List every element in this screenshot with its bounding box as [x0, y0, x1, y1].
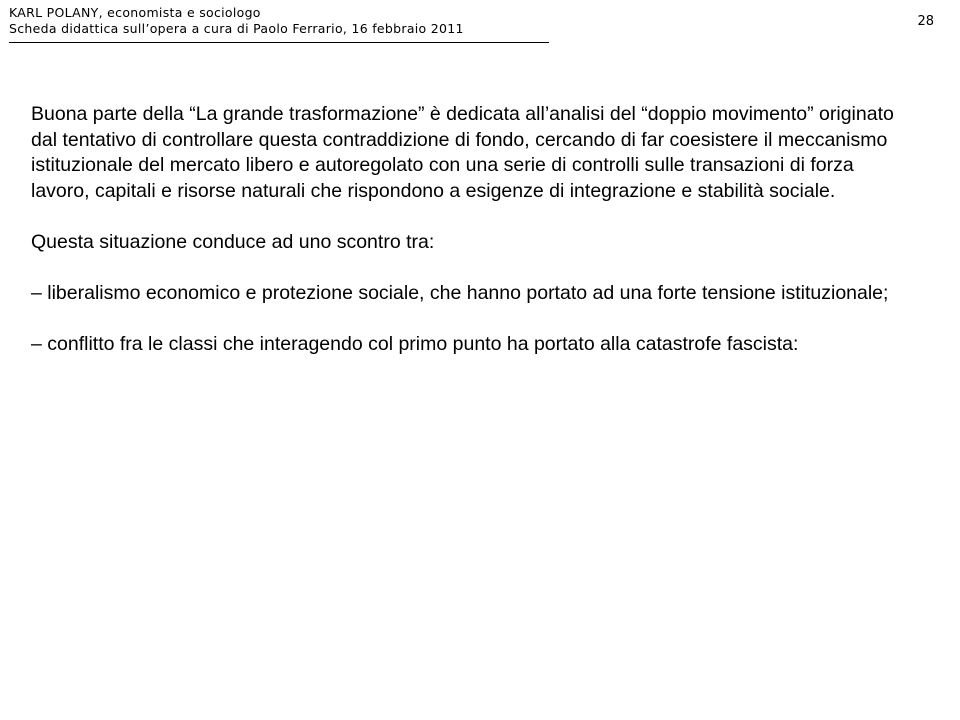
page-number: 28 — [917, 14, 934, 29]
header-title: KARL POLANY, economista e sociologo — [9, 5, 261, 20]
paragraph-intro: Buona parte della “La grande trasformazione” è dedicata all’analisi del “doppio movimento” originato dal tentativo di controllare questa contraddizione di fondo, cercando di far coesistere il meccanismo istituzionale del mercato libero e autoregolato con una serie di controlli sulle transazioni di forza lavoro, capitali e risorse naturali che rispondono a esigenze di integrazione e stabilità sociale. — [31, 103, 894, 202]
header-divider — [9, 42, 549, 43]
header-subtitle: Scheda didattica sull’opera a cura di Paolo Ferrario, 16 febbraio 2011 — [9, 21, 464, 36]
slide-body — [31, 102, 911, 383]
list-item-liberalism: – liberalismo economico e protezione sociale, che hanno portato ad una forte tensione istituzionale; — [31, 281, 889, 304]
paragraph-conflict: Questa situazione conduce ad uno scontro tra: — [31, 230, 435, 253]
list-item-class-conflict: – conflitto fra le classi che interagendo col primo punto ha portato alla catastrofe fascista: — [31, 332, 799, 355]
document-header — [9, 5, 464, 37]
